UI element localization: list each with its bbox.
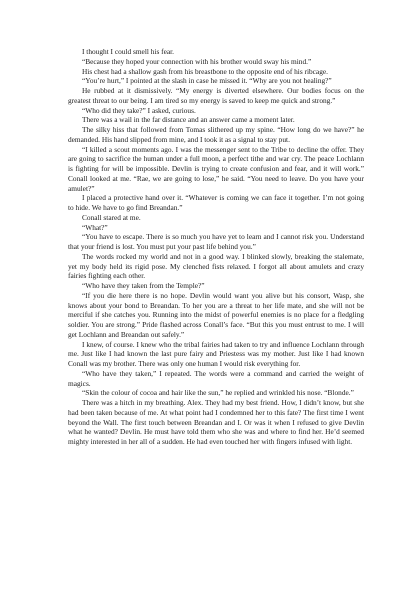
paragraph: “What?” [82, 222, 108, 232]
paragraph: The silky hiss that followed from Tomas slithered up my spine. “How long do we have?” he demanded. His hand slipped from mine, and I took it as a signal to stay put. [68, 125, 364, 144]
paragraph: “You’re hurt,” I pointed at the slash in case he missed it. “Why are you not healing?” [82, 76, 332, 86]
paragraph: I placed a protective hand over it. “Whatever is coming we can face it together. I’m not going to hide. We have to go find Breandan.” [68, 193, 364, 212]
paragraph: “Who did they take?” I asked, curious. [82, 105, 196, 115]
paragraph: “Because they hoped your connection with his brother would sway his mind.” [82, 56, 312, 66]
paragraph: The words rocked my world and not in a good way. I blinked slowly, breaking the stalemate, yet my body held its rigid pose. My clenched fists relaxed. I forgot all about amulets and crazy fairies fighting each other. [68, 251, 364, 281]
paragraph: Conall stared at me. [82, 212, 141, 222]
paragraph: “Who have they taken from the Temple?” [82, 281, 205, 290]
paragraph: He rubbed at it dismissively. “My energy is diverted elsewhere. Our bodies focus on the greatest threat to our being. I am tired so my energy is saved to keep me quick and strong.” [68, 86, 364, 105]
paragraph: “Who have they taken,” I repeated. The words were a command and carried the weight of magics. [68, 368, 364, 388]
paragraph: “Skin the colour of cocoa and hair like the sun,” he replied and wrinkled his nose. “Blonde.” [82, 388, 354, 398]
paragraph: His chest had a shallow gash from his breastbone to the opposite end of his ribcage. [82, 66, 328, 76]
paragraph: There was a wail in the far distance and an answer came a moment later. [82, 115, 295, 125]
body-text [68, 47, 364, 447]
paragraph: I thought I could smell his fear. [82, 47, 174, 56]
paragraph: “I killed a scout moments ago. I was the messenger sent to the Tribe to decline the offer. They are going to sacrifice the human under a full moon, a perfect tithe and war cry. The peace Lochlann is fighting for will be impossible. Devlin is trying to create confusion and fear, and it will work.” Conall looked at me. “Rae, we are going to lose,” he said. “You need to leave. Do you have your amulet?” [68, 144, 364, 193]
paragraph: “You have to escape. There is so much you have yet to learn and I cannot risk you. Understand that your friend is lost. You must put your past life behind you.” [68, 232, 364, 251]
paragraph: I knew, of course. I knew who the tribal fairies had taken to try and influence Lochlann through me. Just like I had known the last pure fairy and Priestess was my mother. Just like I had known Conall was my brother. There was only one human I would risk everything for. [68, 339, 364, 368]
paragraph: There was a hitch in my breathing. Alex. They had my best friend. How, I didn’t know, but she had been taken because of me. At what point had I condemned her to this fate? The first time I went beyond the Wall. The first touch between Breandan and I. Or was it when I refused to give Devlin what he wanted? Devlin. He must have told them who she was and where to find her. He’d seemed mighty interested in her all of a sudden. He had even touched her with fingers infused with light. [68, 398, 364, 446]
paragraph: “If you die here there is no hope. Devlin would want you alive but his consort, Wasp, she knows about your bond to Breandan. To her you are a threat to her life mate, and she will not be merciful if she catches you. Running into the midst of powerful enemies is no place for a fledgling soldier. You are strong.” Pride flashed across Conall’s face. “But this you must entrust to me. I will get Lochlann and Breandan out safely.” [68, 290, 364, 339]
